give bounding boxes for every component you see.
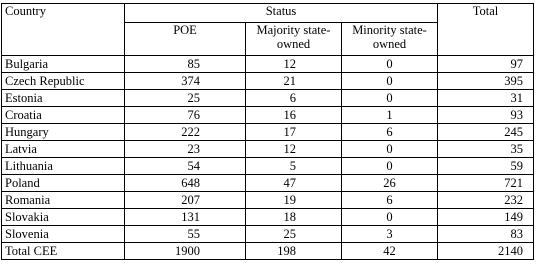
cell-total: 245 <box>438 124 534 141</box>
header-majority: Majority state-owned <box>246 23 342 56</box>
cell-total: 2140 <box>438 243 534 260</box>
cell-total: 97 <box>438 56 534 73</box>
cell-poe: 76 <box>125 107 246 124</box>
cell-total: 395 <box>438 73 534 90</box>
cell-majority: 18 <box>246 209 342 226</box>
cell-poe: 85 <box>125 56 246 73</box>
cell-majority: 17 <box>246 124 342 141</box>
table-row <box>2 175 534 192</box>
table-row <box>2 192 534 209</box>
cell-total: 83 <box>438 226 534 243</box>
table-row <box>2 243 534 260</box>
table-row <box>2 141 534 158</box>
cell-poe: 23 <box>125 141 246 158</box>
cell-minority: 0 <box>342 209 438 226</box>
cell-country: Estonia <box>2 90 125 107</box>
cell-majority: 21 <box>246 73 342 90</box>
cell-total: 232 <box>438 192 534 209</box>
cell-country: Hungary <box>2 124 125 141</box>
cell-total: 59 <box>438 158 534 175</box>
cell-country: Czech Republic <box>2 73 125 90</box>
cell-country: Bulgaria <box>2 56 125 73</box>
table-row <box>2 226 534 243</box>
table-row <box>2 124 534 141</box>
cell-minority: 6 <box>342 124 438 141</box>
cell-majority: 198 <box>246 243 342 260</box>
cell-majority: 12 <box>246 141 342 158</box>
cell-country: Slovakia <box>2 209 125 226</box>
cell-majority: 47 <box>246 175 342 192</box>
cell-majority: 16 <box>246 107 342 124</box>
cell-majority: 5 <box>246 158 342 175</box>
cell-country: Poland <box>2 175 125 192</box>
cell-poe: 648 <box>125 175 246 192</box>
table-row <box>2 90 534 107</box>
table-header <box>2 4 534 56</box>
header-poe: POE <box>125 23 246 56</box>
cell-country: Latvia <box>2 141 125 158</box>
cell-poe: 131 <box>125 209 246 226</box>
header-country: Country <box>2 4 125 56</box>
cell-poe: 55 <box>125 226 246 243</box>
table-row <box>2 158 534 175</box>
cell-country: Lithuania <box>2 158 125 175</box>
cell-total: 31 <box>438 90 534 107</box>
cell-poe: 374 <box>125 73 246 90</box>
cell-country: Croatia <box>2 107 125 124</box>
cell-minority: 0 <box>342 141 438 158</box>
cell-majority: 25 <box>246 226 342 243</box>
table-row <box>2 107 534 124</box>
ownership-table <box>1 3 534 260</box>
cell-minority: 26 <box>342 175 438 192</box>
cell-minority: 1 <box>342 107 438 124</box>
cell-minority: 3 <box>342 226 438 243</box>
cell-minority: 0 <box>342 73 438 90</box>
cell-poe: 54 <box>125 158 246 175</box>
cell-majority: 6 <box>246 90 342 107</box>
header-status: Status <box>125 4 438 23</box>
table-row <box>2 209 534 226</box>
header-minority: Minority state-owned <box>342 23 438 56</box>
cell-poe: 207 <box>125 192 246 209</box>
cell-poe: 222 <box>125 124 246 141</box>
cell-total: 721 <box>438 175 534 192</box>
cell-poe: 25 <box>125 90 246 107</box>
cell-total: 149 <box>438 209 534 226</box>
cell-majority: 12 <box>246 56 342 73</box>
cell-minority: 0 <box>342 56 438 73</box>
cell-total: 93 <box>438 107 534 124</box>
table-row <box>2 73 534 90</box>
cell-poe: 1900 <box>125 243 246 260</box>
cell-total: 35 <box>438 141 534 158</box>
cell-majority: 19 <box>246 192 342 209</box>
cell-minority: 6 <box>342 192 438 209</box>
table-body <box>2 56 534 260</box>
header-total: Total <box>438 4 534 56</box>
cell-minority: 42 <box>342 243 438 260</box>
table-row <box>2 56 534 73</box>
cell-minority: 0 <box>342 90 438 107</box>
cell-minority: 0 <box>342 158 438 175</box>
cell-country: Slovenia <box>2 226 125 243</box>
cell-country: Romania <box>2 192 125 209</box>
cell-country: Total CEE <box>2 243 125 260</box>
